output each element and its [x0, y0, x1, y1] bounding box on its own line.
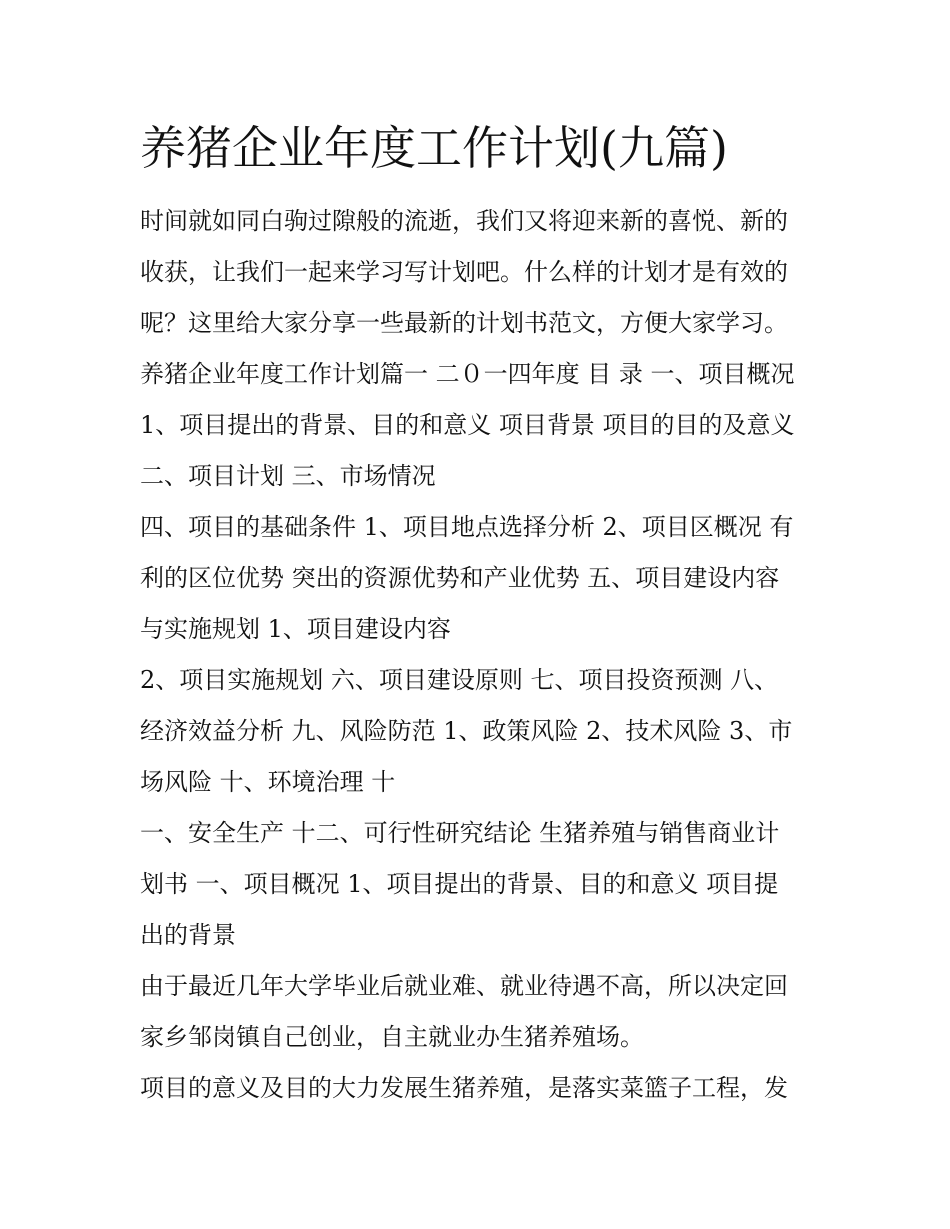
body-line: 家乡邹岗镇自己创业，自主就业办生猪养殖场。: [140, 1023, 644, 1051]
body-line: 出的背景: [140, 921, 236, 949]
document-body: [140, 196, 830, 1114]
body-line: 与实施规划 1、项目建设内容: [140, 615, 451, 643]
body-line: 利的区位优势 突出的资源优势和产业优势 五、项目建设内容: [140, 564, 780, 592]
body-line: 划书 一、项目概况 1、项目提出的背景、目的和意义 项目提: [140, 870, 779, 898]
body-line: 由于最近几年大学毕业后就业难、就业待遇不高，所以决定回: [140, 972, 788, 1000]
body-line: 2、项目实施规划 六、项目建设原则 七、项目投资预测 八、: [140, 666, 779, 694]
body-line: 养猪企业年度工作计划篇一 二０一四年度 目 录 一、项目概况: [140, 360, 795, 388]
body-line: 时间就如同白驹过隙般的流逝，我们又将迎来新的喜悦、新的: [140, 207, 788, 235]
body-line: 1、项目提出的背景、目的和意义 项目背景 项目的目的及意义: [140, 411, 795, 439]
body-line: 呢？这里给大家分享一些最新的计划书范文，方便大家学习。: [140, 309, 788, 337]
body-line: 二、项目计划 三、市场情况: [140, 462, 436, 490]
body-line: 经济效益分析 九、风险防范 1、政策风险 2、技术风险 3、市: [140, 717, 793, 745]
body-line: 四、项目的基础条件 1、项目地点选择分析 2、项目区概况 有: [140, 513, 794, 541]
document-title: 养猪企业年度工作计划(九篇): [140, 121, 728, 175]
body-line: 场风险 十、环境治理 十: [140, 768, 396, 796]
body-line: 收获，让我们一起来学习写计划吧。什么样的计划才是有效的: [140, 258, 788, 286]
body-line: 一、安全生产 十二、可行性研究结论 生猪养殖与销售商业计: [140, 819, 780, 847]
body-line: 项目的意义及目的大力发展生猪养殖，是落实菜篮子工程，发: [140, 1074, 788, 1102]
